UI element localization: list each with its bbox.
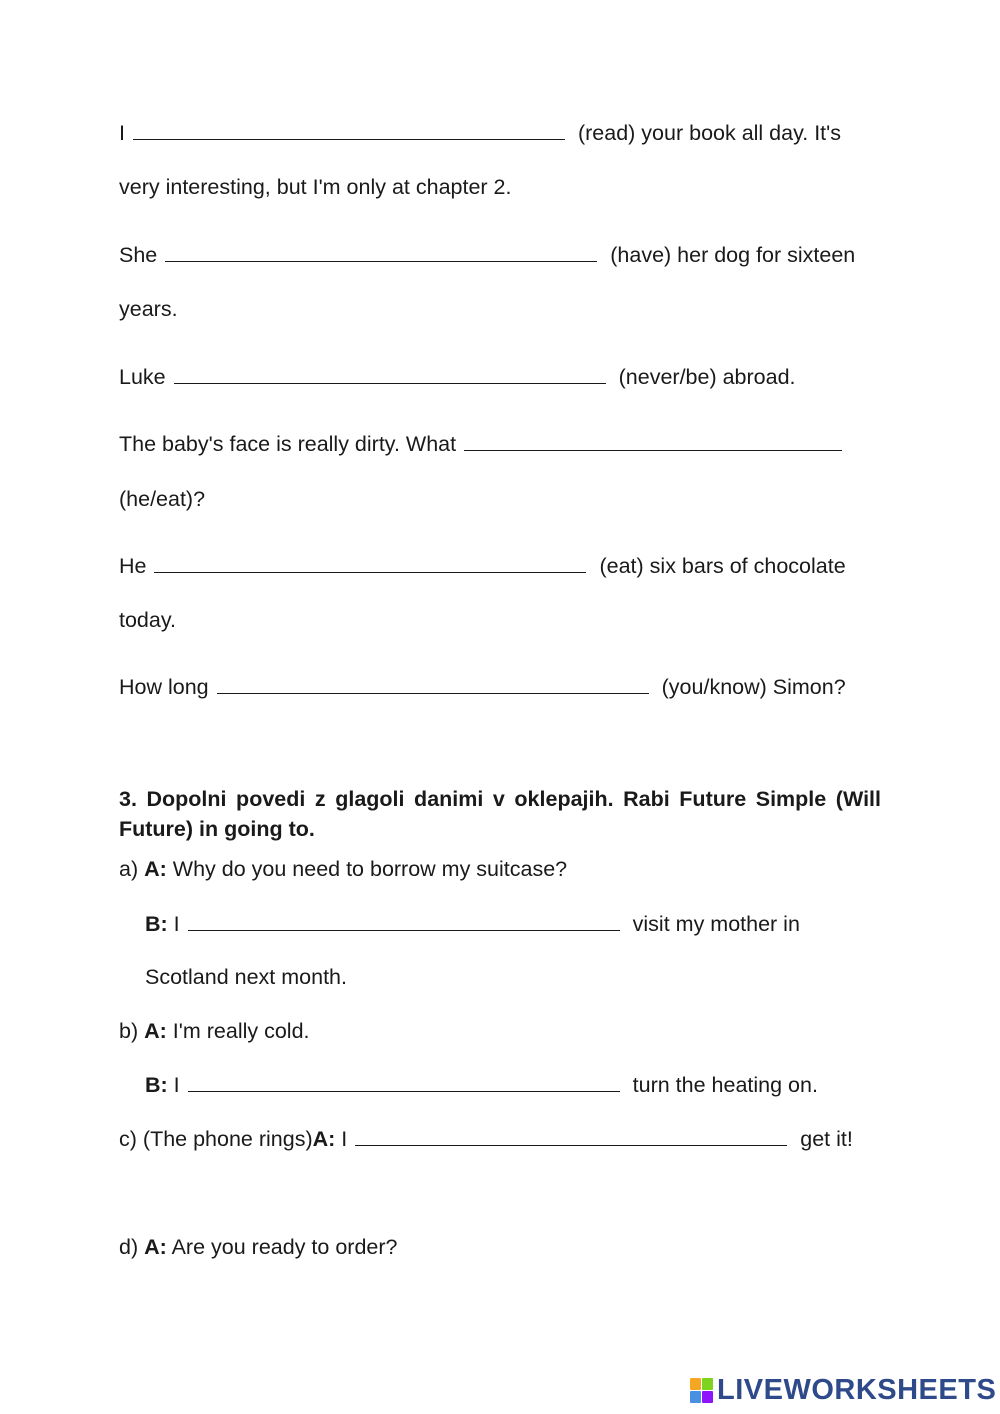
ex3-b-post: turn the heating on. <box>632 1073 818 1097</box>
ex2-item-2-pre: She <box>119 243 158 267</box>
ex3-a-question <box>119 856 567 882</box>
ex2-item-1-pre: I <box>119 121 125 145</box>
ex3-b-pre: I <box>173 1073 180 1097</box>
ex2-item-4 <box>119 431 846 457</box>
ex3-a-continuation: Scotland next month. <box>145 965 347 989</box>
ex3-c-pre: I <box>341 1127 348 1151</box>
speaker-b-label: B: <box>145 1073 168 1097</box>
speaker-a-label: A: <box>144 857 167 881</box>
logo-mark-tile-i <box>702 1378 713 1390</box>
ex2-item-5-pre: He <box>119 554 147 578</box>
ex2-item-3-pre: Luke <box>119 365 166 389</box>
ex3-a-letter: a) <box>119 857 139 881</box>
ex3-a-question-text: Why do you need to borrow my suitcase? <box>172 857 568 881</box>
ex2-item-1 <box>119 120 841 146</box>
ex3-b-letter: b) <box>119 1019 139 1043</box>
answer-blank-7[interactable] <box>188 914 620 931</box>
ex2-item-6 <box>119 674 846 700</box>
ex3-d-question-text: Are you ready to order? <box>171 1235 398 1259</box>
answer-blank-5[interactable] <box>154 556 586 573</box>
logo-mark-tile-l <box>690 1378 701 1390</box>
answer-blank-1[interactable] <box>133 123 565 140</box>
ex3-b-answer <box>145 1072 818 1098</box>
ex2-item-3-post: (never/be) abroad. <box>618 365 796 389</box>
ex3-c-post: get it! <box>800 1127 853 1151</box>
ex3-b-statement-text: I'm really cold. <box>172 1019 310 1043</box>
ex3-a-answer <box>145 911 800 937</box>
ex2-item-2-continuation: years. <box>119 297 178 321</box>
ex2-item-4-continuation: (he/eat)? <box>119 487 206 511</box>
ex3-d-question <box>119 1234 397 1260</box>
ex2-item-1-post: (read) your book all day. It's <box>577 121 842 145</box>
speaker-b-label: B: <box>145 912 168 936</box>
ex2-item-5-continuation: today. <box>119 608 176 632</box>
ex2-item-4-pre: The baby's face is really dirty. What <box>119 432 457 456</box>
speaker-a-label: A: <box>144 1019 167 1043</box>
ex2-item-6-post: (you/know) Simon? <box>661 675 846 699</box>
ex3-a-post: visit my mother in <box>632 912 800 936</box>
speaker-a-label: A: <box>144 1235 167 1259</box>
ex3-a-pre: I <box>173 912 180 936</box>
ex2-item-2 <box>119 242 855 268</box>
answer-blank-2[interactable] <box>165 245 597 262</box>
ex2-item-5-post: (eat) six bars of chocolate <box>599 554 846 578</box>
ex2-item-5 <box>119 553 846 579</box>
answer-blank-9[interactable] <box>355 1129 787 1146</box>
ex3-b-statement <box>119 1018 310 1044</box>
speaker-a-label: A: <box>312 1127 336 1151</box>
ex2-item-1-continuation: very interesting, but I'm only at chapter 2. <box>119 175 512 199</box>
ex2-item-3 <box>119 364 796 390</box>
logo-mark-tile-v <box>690 1391 701 1403</box>
liveworksheets-logo-icon <box>690 1378 713 1403</box>
answer-blank-3[interactable] <box>174 367 606 384</box>
logo-mark-tile-e <box>702 1391 713 1403</box>
answer-blank-6[interactable] <box>217 677 649 694</box>
exercise-3-heading: 3. Dopolni povedi z glagoli danimi v oklepajih. Rabi Future Simple (Will Future) in going to. <box>119 787 881 841</box>
answer-blank-8[interactable] <box>188 1075 620 1092</box>
liveworksheets-logo <box>690 1374 996 1407</box>
ex3-c-letter: c) <box>119 1127 137 1151</box>
ex3-d-letter: d) <box>119 1235 139 1259</box>
answer-blank-4[interactable] <box>464 434 842 451</box>
ex3-c-context: (The phone rings) <box>142 1127 313 1151</box>
logo-text: LIVEWORKSHEETS <box>717 1374 997 1406</box>
ex2-item-2-post: (have) her dog for sixteen <box>610 243 856 267</box>
ex3-c <box>119 1126 853 1152</box>
ex2-item-6-pre: How long <box>119 675 209 699</box>
